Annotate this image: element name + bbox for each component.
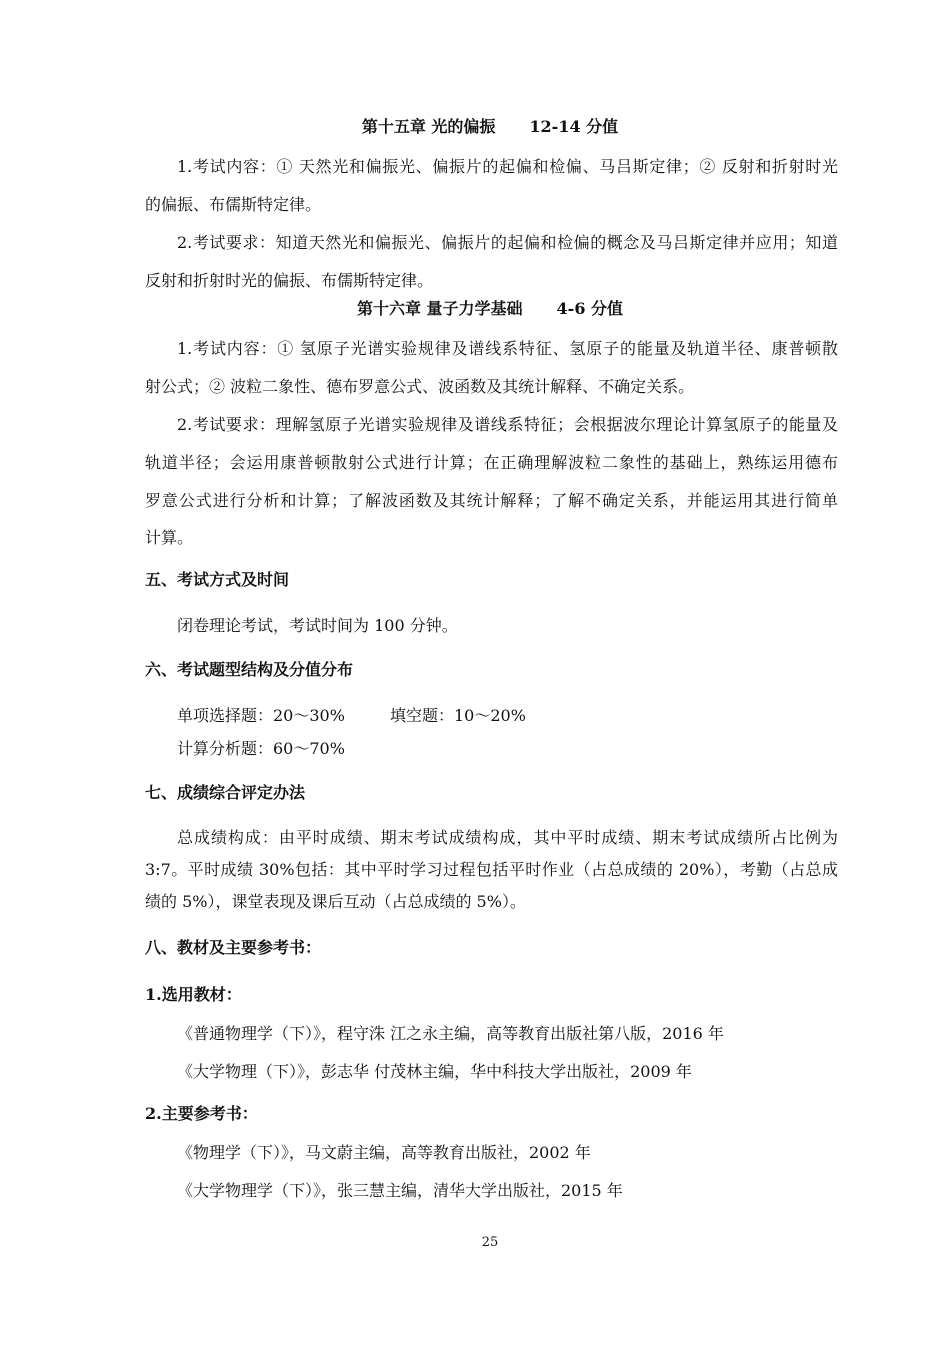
- textbook-subheading: 1.选用教材：: [145, 985, 242, 1004]
- section-7-line-3: 绩的 5%），课堂表现及课后互动（占总成绩的 5%）。: [145, 892, 526, 911]
- chapter-15-score: 12-14 分值: [529, 117, 619, 136]
- ch16-require-line-4: 计算。: [145, 528, 194, 547]
- ch16-content-line-1: 1.考试内容：① 氢原子光谱实验规律及谱线系特征、氢原子的能量及轨道半径、康普顿散: [177, 339, 838, 358]
- reference-subheading: 2.主要参考书：: [145, 1104, 258, 1123]
- ch15-content-line-2: 的偏振、布儒斯特定律。: [145, 195, 322, 214]
- ch15-content-line-1: 1.考试内容：① 天然光和偏振光、偏振片的起偏和检偏、马吕斯定律；② 反射和折射时光: [177, 157, 838, 176]
- section-8-heading: 八、教材及主要参考书：: [145, 938, 322, 957]
- ch16-require-line-1: 2.考试要求：理解氢原子光谱实验规律及谱线系特征；会根据波尔理论计算氢原子的能量及: [177, 415, 838, 434]
- section-5-heading: 五、考试方式及时间: [145, 570, 290, 589]
- question-type-calculation: 计算分析题：60～70%: [177, 739, 345, 758]
- section-6-heading: 六、考试题型结构及分值分布: [145, 660, 354, 679]
- reference-2: 《大学物理学（下）》，张三慧主编，清华大学出版社，2015 年: [177, 1181, 623, 1200]
- chapter-16-heading: [0, 299, 952, 319]
- textbook-2: 《大学物理（下）》，彭志华 付茂林主编，华中科技大学出版社，2009 年: [177, 1062, 692, 1081]
- ch16-require-line-3: 罗意公式进行分析和计算；了解波函数及其统计解释；了解不确定关系，并能运用其进行简单: [145, 491, 838, 510]
- chapter-16-score: 4-6 分值: [556, 299, 624, 318]
- section-7-line-1: 总成绩构成：由平时成绩、期末考试成绩构成，其中平时成绩、期末考试成绩所占比例为: [177, 828, 838, 847]
- question-type-single-choice: 单项选择题：20～30%: [177, 706, 345, 725]
- reference-1: 《物理学（下）》，马文蔚主编，高等教育出版社，2002 年: [177, 1143, 591, 1162]
- ch16-content-line-2: 射公式；② 波粒二象性、德布罗意公式、波函数及其统计解释、不确定关系。: [145, 377, 695, 396]
- ch15-require-line-2: 反射和折射时光的偏振、布儒斯特定律。: [145, 271, 434, 290]
- chapter-16-title: 第十六章 量子力学基础: [356, 299, 523, 318]
- question-type-fill-blank: 填空题：10～20%: [390, 706, 526, 725]
- textbook-1: 《普通物理学（下）》，程守洙 江之永主编，高等教育出版社第八版，2016 年: [177, 1024, 724, 1043]
- chapter-15-heading: [0, 117, 952, 137]
- section-5-text: 闭卷理论考试，考试时间为 100 分钟。: [177, 616, 458, 635]
- page-number: 25: [481, 1235, 499, 1250]
- section-7-line-2: 3:7。平时成绩 30%包括：其中平时学习过程包括平时作业（占总成绩的 20%），考勤（占总成: [145, 860, 838, 879]
- ch15-require-line-1: 2.考试要求：知道天然光和偏振光、偏振片的起偏和检偏的概念及马吕斯定律并应用；知道: [177, 233, 838, 252]
- ch16-require-line-2: 轨道半径；会运用康普顿散射公式进行计算；在正确理解波粒二象性的基础上，熟练运用德布: [145, 453, 838, 472]
- section-7-heading: 七、成绩综合评定办法: [145, 783, 306, 802]
- chapter-15-title: 第十五章 光的偏振: [361, 117, 496, 136]
